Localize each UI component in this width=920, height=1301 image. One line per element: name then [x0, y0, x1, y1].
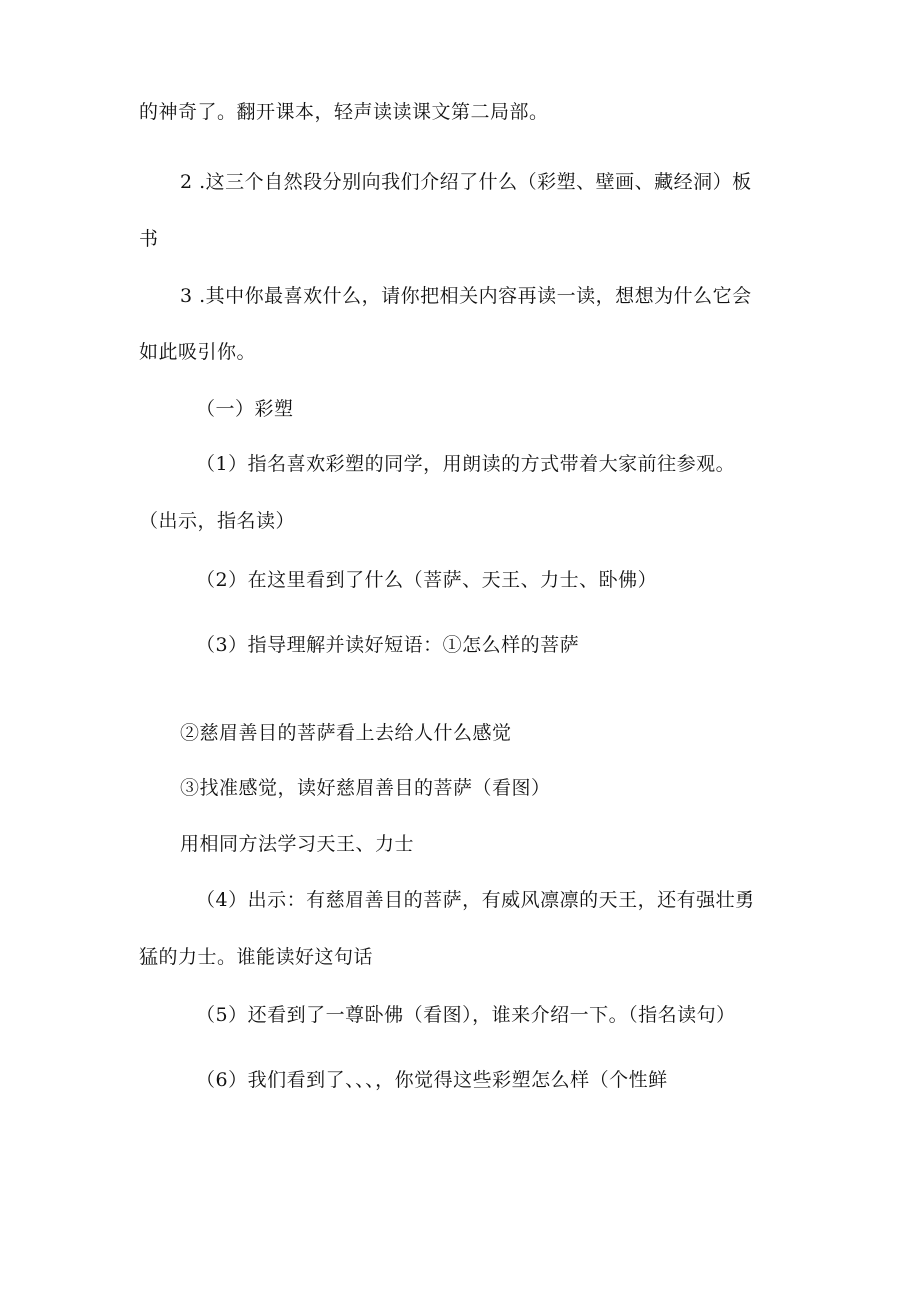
text-line-9: （2）在这里看到了什么（菩萨、天王、力士、卧佛） — [196, 569, 658, 591]
text-line-15: 猛的力士。谁能读好这句话 — [139, 946, 374, 968]
text-line-2: 2 .这三个自然段分别向我们介绍了什么（彩塑、壁画、藏经洞）板 — [180, 171, 752, 193]
text-line-13: 用相同方法学习天王、力士 — [180, 833, 415, 855]
text-line-14: （4）出示：有慈眉善目的菩萨，有威风凛凛的天王，还有强壮勇 — [196, 889, 755, 911]
section-heading-sculpture: （一）彩塑 — [196, 398, 294, 420]
text-line-8: （出示，指名读） — [139, 510, 296, 532]
text-line-7: （1）指名喜欢彩塑的同学，用朗读的方式带着大家前往参观。 — [196, 453, 736, 475]
text-line-4: 3 .其中你最喜欢什么，请你把相关内容再读一读，想想为什么它会 — [180, 285, 752, 307]
text-line-12: ③找准感觉，读好慈眉善目的菩萨（看图） — [180, 777, 551, 799]
text-line-5: 如此吸引你。 — [139, 341, 257, 363]
text-line-16: （5）还看到了一尊卧佛（看图），谁来介绍一下。（指名读句） — [196, 1004, 736, 1026]
text-line-10: （3）指导理解并读好短语：①怎么样的菩萨 — [196, 634, 580, 656]
text-line-11: ②慈眉善目的菩萨看上去给人什么感觉 — [180, 722, 512, 744]
text-line-1: 的神奇了。翻开课本，轻声读读课文第二局部。 — [139, 101, 549, 123]
text-line-17: （6）我们看到了、、、，你觉得这些彩塑怎么样（个性鲜 — [196, 1069, 668, 1091]
text-line-3: 书 — [139, 228, 159, 250]
